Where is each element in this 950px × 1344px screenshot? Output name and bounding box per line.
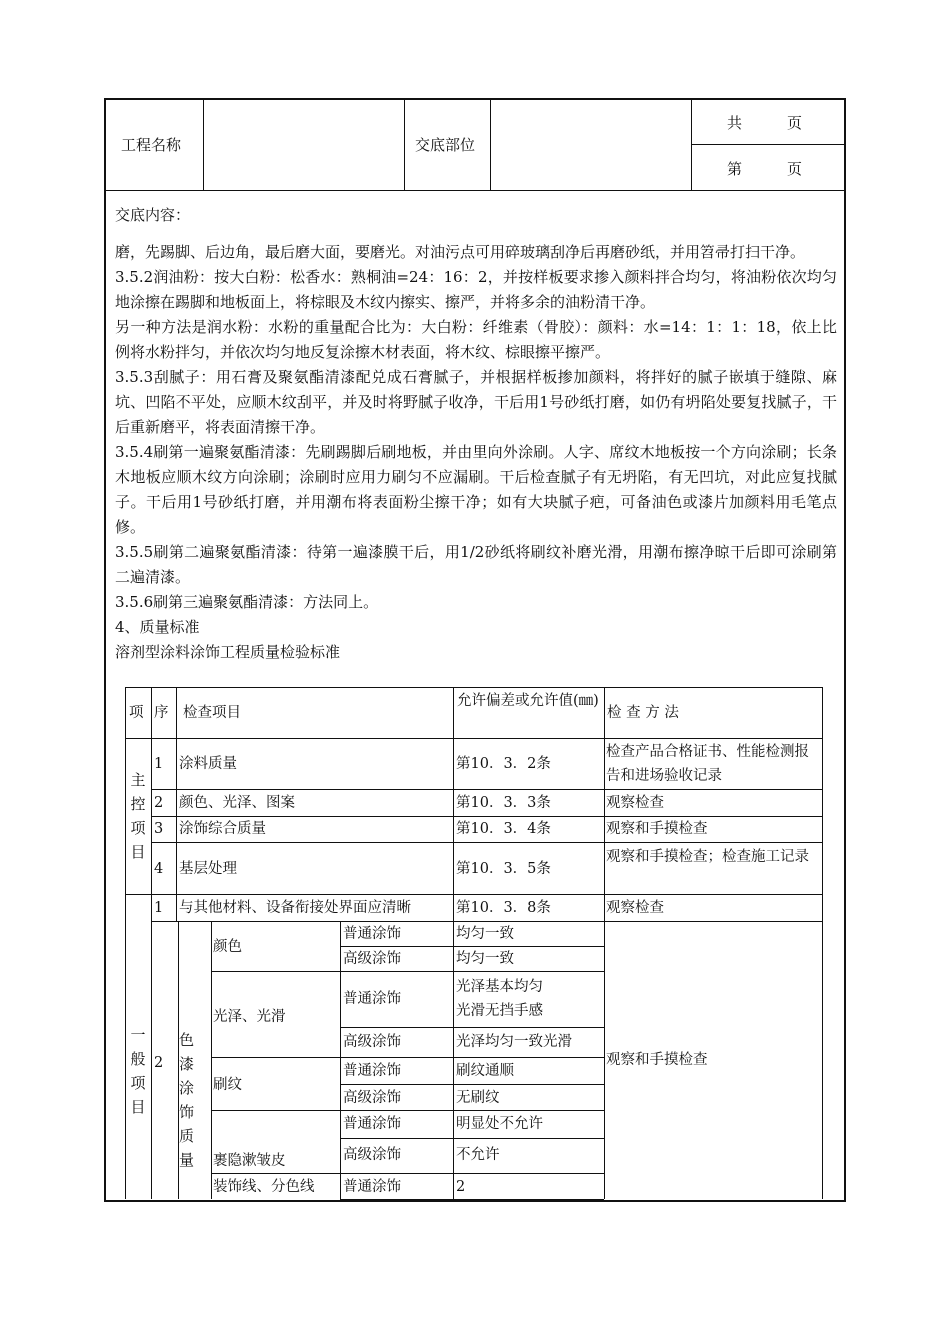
- sub-line-val1: 2: [456, 1179, 466, 1195]
- paragraph-1: 磨，先踢脚、后边角，最后磨大面，要磨光。对油污点可用碎玻璃刮净后再磨砂纸，并用笤帚打扫干净。: [115, 243, 806, 261]
- main-row4-item: 基层处理: [179, 861, 237, 877]
- sub-wrinkle-val1: 明显处不允许: [456, 1116, 543, 1132]
- sub-gloss-val1b: 光滑无挡手感: [456, 1003, 543, 1019]
- main-row2-item: 颜色、光泽、图案: [179, 795, 295, 811]
- main-row4-seq: 4: [154, 861, 164, 877]
- row-line-wrinkle-end: [211, 1173, 604, 1174]
- col-line-method: [604, 687, 605, 1199]
- sub-wrinkle-name: 裹隐漱皱皮: [213, 1153, 286, 1169]
- sub-brush-grade1: 普通涂饰: [343, 1063, 401, 1079]
- row-line-header: [125, 738, 823, 739]
- sub-wrinkle-grade1: 普通涂饰: [343, 1116, 401, 1132]
- header-divider-3: [490, 99, 491, 190]
- main-row4-tol: 第10．3．5条: [456, 861, 551, 877]
- th-check-item: 检查项目: [183, 705, 241, 721]
- table-right-border: [822, 687, 823, 1199]
- header-divider-1: [203, 99, 204, 190]
- general-row1-method: 观察检查: [606, 900, 664, 916]
- total-pages: 共 页: [727, 114, 803, 132]
- section-heading: 4、质量标准: [115, 618, 200, 636]
- row-line-main1: [151, 789, 823, 790]
- content-label: 交底内容：: [115, 206, 191, 224]
- project-name-label: 工程名称: [121, 136, 182, 154]
- main-row1-seq: 1: [154, 756, 164, 772]
- header-page-split: [691, 144, 845, 145]
- table-top-border: [125, 687, 823, 688]
- sub-gloss-grade2: 高级涂饰: [343, 1034, 401, 1050]
- main-row3-tol: 第10．3．4条: [456, 821, 551, 837]
- row-line-main3: [151, 842, 823, 843]
- sub-gloss-val1a: 光泽基本均匀: [456, 979, 543, 995]
- row-line-main-end: [125, 894, 823, 895]
- paragraph-2: 3.5.2润油粉：按大白粉：松香水：熟桐油=24：16：2，并按样板要求掺入颜料拌合均匀，将油粉依次均匀地涂擦在踢脚和地板面上，将棕眼及木纹内擦实、擦严，并将多余的油粉清干净。: [115, 268, 837, 311]
- handover-part-label: 交底部位: [415, 136, 476, 154]
- sub-line-grade1: 普通涂饰: [343, 1179, 401, 1195]
- main-row3-item: 涂饰综合质量: [179, 821, 266, 837]
- row-line-last: [340, 1199, 604, 1200]
- paragraph-5: 3.5.4刷第一遍聚氨酯清漆：先刷踢脚后刷地板，并由里向外涂刷。人字、席纹木地板按一个方向涂刷；长条木地板应顺木纹方向涂刷；涂刷时应用力刷匀不应漏刷。干后检查腻子有无坍陷，有无凹坑，对此应复找腻子。干后用1号砂纸打磨，并用潮布将表面粉尘擦干净；如有大块腻子疤，可备油色或漆片加颜料用毛笔点修。: [115, 443, 837, 536]
- main-row1-method: 检查产品合格证书、性能检测报告和进场验收记录: [606, 744, 809, 784]
- col-line-seq: [151, 687, 152, 1199]
- th-tolerance: 允许偏差或允许值(㎜): [457, 693, 599, 709]
- table-left-border: [125, 687, 126, 1199]
- row-line-brush-split: [340, 1084, 604, 1085]
- general-row1-tol: 第10．3．8条: [456, 900, 551, 916]
- sub-color-name: 颜色: [213, 939, 242, 955]
- col-line-tolerance: [453, 687, 454, 1199]
- general-row1-item: 与其他材料、设备衔接处界面应清晰: [179, 900, 411, 916]
- sub-gloss-val2: 光泽均匀一致光滑: [456, 1034, 572, 1050]
- general-row2-method: 观察和手摸检查: [606, 1052, 708, 1068]
- main-row2-method: 观察检查: [606, 795, 664, 811]
- th-item: 项: [129, 705, 144, 721]
- sub-wrinkle-grade2: 高级涂饰: [343, 1147, 401, 1163]
- general-row1-seq: 1: [154, 900, 164, 916]
- main-row1-tol: 第10．3．2条: [456, 756, 551, 772]
- sub-brush-val1: 刷纹通顺: [456, 1063, 514, 1079]
- paragraph-6: 3.5.5刷第二遍聚氨酯清漆：待第一遍漆膜干后，用1/2砂纸将刷纹补磨光滑，用潮布擦净晾干后即可涂刷第二遍清漆。: [115, 543, 837, 586]
- main-row2-tol: 第10．3．3条: [456, 795, 551, 811]
- row-line-wrinkle-split: [340, 1138, 604, 1139]
- header-bottom-line: [105, 190, 845, 191]
- sub-color-grade2: 高级涂饰: [343, 951, 401, 967]
- paragraph-7: 3.5.6刷第三遍聚氨酯清漆：方法同上。: [115, 593, 379, 611]
- th-seq: 序: [154, 705, 169, 721]
- header-divider-2: [404, 99, 405, 190]
- row-line-brush-end: [211, 1110, 604, 1111]
- row-line-color-end: [211, 971, 604, 972]
- general-row2-seq: 2: [154, 1055, 164, 1071]
- sub-brush-grade2: 高级涂饰: [343, 1090, 401, 1106]
- main-row4-method: 观察和手摸检查；检查施工记录: [606, 849, 809, 865]
- col-line-grade: [340, 921, 341, 1199]
- sub-brush-val2: 无刷纹: [456, 1090, 500, 1106]
- main-row3-seq: 3: [154, 821, 164, 837]
- sub-color-grade1: 普通涂饰: [343, 926, 401, 942]
- col-line-sub: [211, 921, 212, 1199]
- row-line-gloss-split: [340, 1027, 604, 1028]
- general-row2-category: 色漆涂饰质量: [178, 1031, 194, 1169]
- sub-gloss-name: 光泽、光滑: [213, 1009, 286, 1025]
- sub-color-val1: 均匀一致: [456, 926, 514, 942]
- table-title: 溶剂型涂料涂饰工程质量检验标准: [115, 643, 341, 661]
- page-number: 第 页: [727, 160, 803, 178]
- main-row2-seq: 2: [154, 795, 164, 811]
- sub-brush-name: 刷纹: [213, 1077, 242, 1093]
- paragraph-3: 另一种方法是润水粉：水粉的重量配合比为：大白粉：纤维素（骨胶）：颜料：水=14：1：1：18，依上比例将水粉拌匀，并依次均匀地反复涂擦木材表面，将木纹、棕眼擦平擦严。: [115, 318, 837, 361]
- main-row3-method: 观察和手摸检查: [606, 821, 708, 837]
- row-line-gloss-end: [211, 1057, 604, 1058]
- th-method: 检 查 方 法: [607, 705, 679, 721]
- content-body: [115, 240, 837, 665]
- sub-line-name: 装饰线、分色线: [213, 1179, 315, 1195]
- col-line-item: [176, 687, 177, 921]
- sub-wrinkle-val2: 不允许: [456, 1147, 500, 1163]
- group-main-control: 主控项目: [130, 771, 146, 861]
- sub-color-val2: 均匀一致: [456, 951, 514, 967]
- sub-gloss-grade1: 普通涂饰: [343, 991, 401, 1007]
- group-general: 一般项目: [130, 1026, 146, 1116]
- main-row1-item: 涂料质量: [179, 756, 237, 772]
- paragraph-4: 3.5.3刮腻子：用石膏及聚氨酯清漆配兑成石膏腻子，并根据样板掺加颜料，将拌好的腻子嵌填于缝隙、麻坑、凹陷不平处，应顺木纹刮平，并及时将野腻子收净，干后用1号砂纸打磨，如仍有坍陷处要复找腻子，干后重新磨平，将表面清擦干净。: [115, 368, 837, 436]
